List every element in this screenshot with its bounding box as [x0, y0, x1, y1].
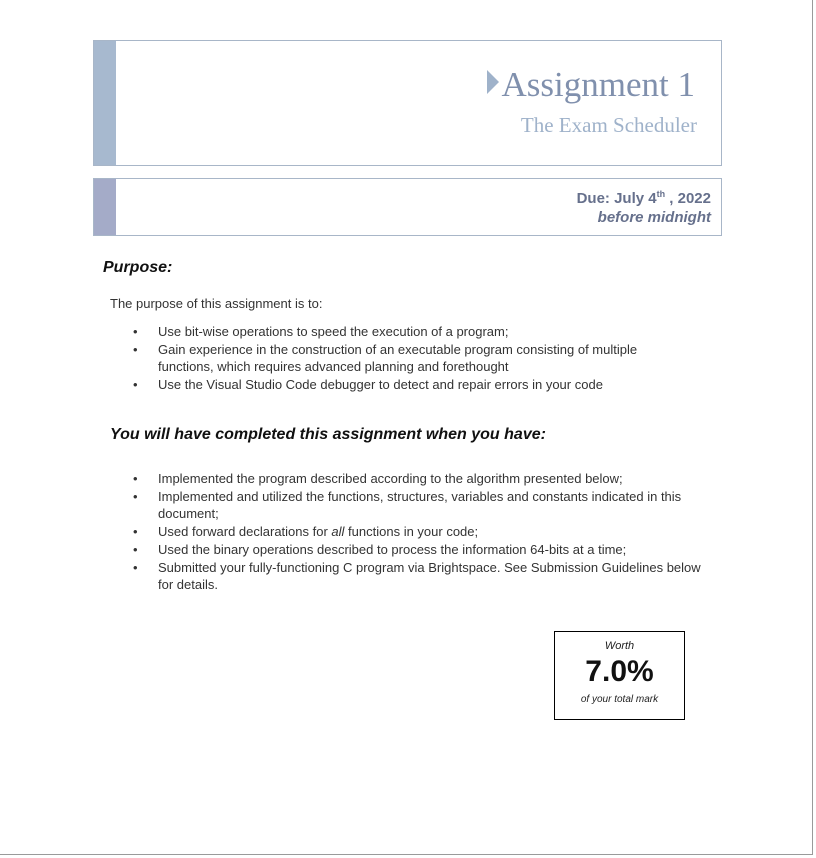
title-box: [93, 40, 722, 166]
assignment-title: [487, 65, 695, 105]
due-box: [93, 178, 722, 236]
list-item: • Used the binary operations described to process the information 64-bits at a time;: [133, 541, 713, 558]
list-item-text: Used forward declarations for: [158, 524, 332, 539]
due-accent-bar: [94, 179, 116, 235]
due-date-year: , 2022: [665, 190, 711, 207]
list-item: • Gain experience in the construction of an executable program consisting of multiple functions, which requires advanced planning and forethought: [133, 341, 673, 375]
list-item: • Submitted your fully-functioning C program via Brightspace. See Submission Guidelines below for details.: [133, 559, 713, 593]
list-item-text: functions in your code;: [344, 524, 479, 539]
purpose-intro: The purpose of this assignment is to:: [110, 296, 323, 311]
worth-label: Worth: [604, 640, 635, 652]
due-date-suffix-sup: th: [656, 189, 666, 199]
due-date: [577, 189, 711, 207]
completed-list: [133, 470, 713, 594]
purpose-heading: Purpose:: [103, 259, 173, 276]
list-item: • Use bit-wise operations to speed the execution of a program;: [133, 323, 673, 340]
list-item-emphasis: all: [331, 524, 345, 539]
worth-note: of your total mark: [580, 694, 659, 705]
worth-box: [554, 631, 685, 720]
purpose-list: [133, 323, 673, 394]
assignment-subtitle: The Exam Scheduler: [520, 113, 697, 137]
list-item: • Implemented and utilized the functions, structures, variables and constants indicated in this document;: [133, 488, 713, 522]
assignment-title-text: Assignment 1: [501, 65, 695, 104]
title-accent-bar: [94, 41, 116, 165]
due-date-prefix: Due: July 4: [576, 190, 657, 207]
triangle-arrow-icon: [487, 70, 499, 94]
due-note: before midnight: [597, 209, 711, 226]
completed-heading: You will have completed this assignment when you have:: [110, 426, 546, 443]
worth-value: 7.0%: [585, 655, 654, 688]
list-item: • Use the Visual Studio Code debugger to detect and repair errors in your code: [133, 376, 673, 393]
list-item: [133, 523, 713, 540]
list-item: • Implemented the program described according to the algorithm presented below;: [133, 470, 713, 487]
